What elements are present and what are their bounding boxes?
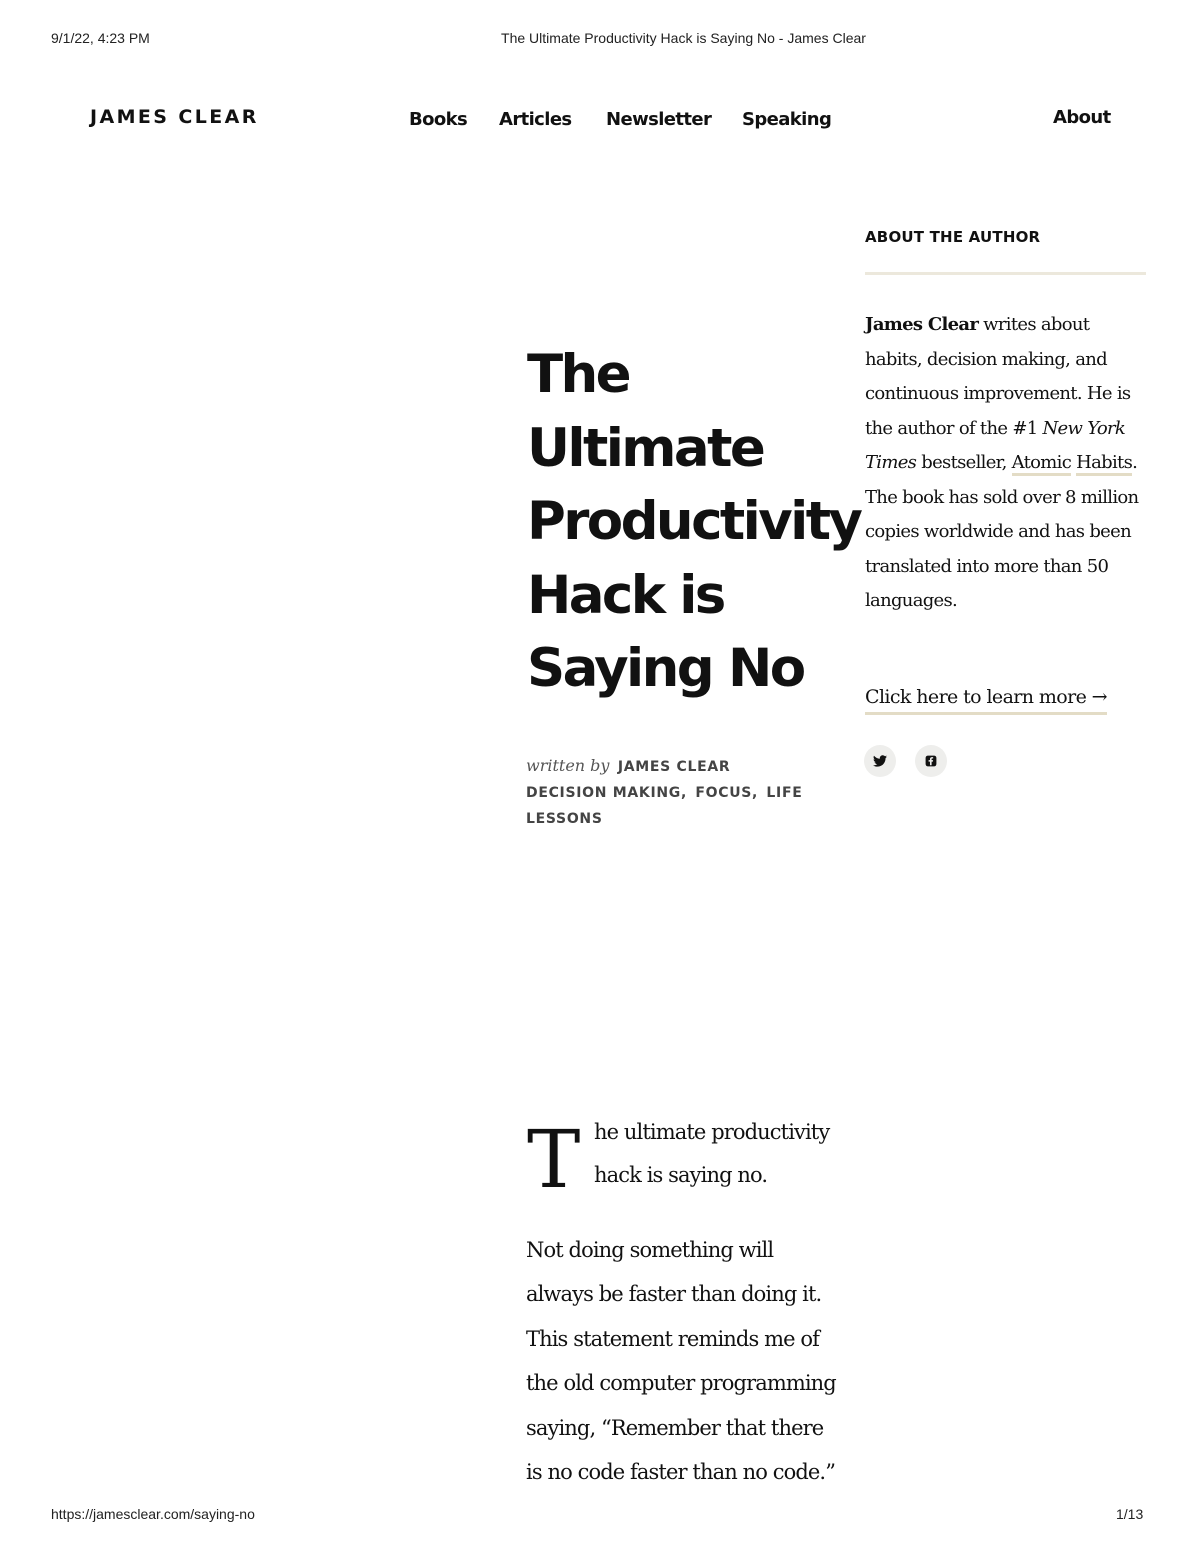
title-line: Ultimate <box>527 417 764 479</box>
category-focus[interactable]: FOCUS, <box>695 785 759 801</box>
twitter-share-button[interactable] <box>864 745 896 777</box>
article-lead <box>594 1111 829 1197</box>
title-line: The <box>527 344 630 405</box>
bio-text: writes about habits, decision making, and continuous improvement. He is the author of the #1 <box>865 314 1131 439</box>
bio-newspaper: New York Times <box>865 417 1126 473</box>
atomic-habits-link[interactable]: Atomic <box>1012 452 1071 476</box>
nav-books[interactable]: Books <box>409 109 468 130</box>
title-line: Productivity <box>527 491 861 552</box>
about-author-heading: ABOUT THE AUTHOR <box>865 228 1041 246</box>
facebook-icon <box>925 755 937 767</box>
article-paragraph <box>526 1228 836 1494</box>
print-page-number: 1/13 <box>1116 1506 1144 1522</box>
article-meta <box>526 753 826 832</box>
paragraph-line: always be faster than doing it. <box>526 1282 822 1307</box>
print-url: https://jamesclear.com/saying-no <box>51 1506 255 1522</box>
category-decision-making[interactable]: DECISION MAKING, <box>526 785 688 801</box>
twitter-icon <box>873 755 887 767</box>
title-line: Hack is <box>527 564 724 626</box>
nav-articles[interactable]: Articles <box>499 109 572 130</box>
atomic-habits-link[interactable]: Habits <box>1076 452 1132 476</box>
bio-text: bestseller, <box>916 452 1012 473</box>
bio-text: . The book has sold over 8 million copies worldwide and has been translated into more than 50 languages. <box>865 452 1139 611</box>
paragraph-line: This statement reminds me of <box>526 1326 820 1351</box>
category-life-lessons[interactable]: LESSONS <box>526 811 603 827</box>
author-bio <box>865 308 1141 619</box>
learn-more-link[interactable]: Click here to learn more → <box>865 686 1107 715</box>
author-name: James Clear <box>865 314 979 335</box>
article-title <box>527 338 867 706</box>
facebook-share-button[interactable] <box>915 745 947 777</box>
nav-speaking[interactable]: Speaking <box>742 109 832 130</box>
lead-line: hack is saying no. <box>594 1163 768 1187</box>
print-document-title: The Ultimate Productivity Hack is Saying No - James Clear <box>501 30 866 46</box>
written-by-label: written by <box>526 756 610 775</box>
paragraph-line: the old computer programming <box>526 1371 836 1396</box>
paragraph-line: Not doing something will <box>526 1238 774 1262</box>
category-life-lessons[interactable]: LIFE <box>766 785 803 801</box>
title-line: Saying No <box>527 638 804 699</box>
lead-line: he ultimate productivity <box>594 1120 830 1144</box>
drop-cap: T <box>527 1113 581 1206</box>
byline <box>526 753 826 780</box>
paragraph-line: is no code faster than no code.” <box>526 1460 836 1485</box>
author-link[interactable]: JAMES CLEAR <box>617 759 731 775</box>
site-logo[interactable]: JAMES CLEAR <box>90 106 259 128</box>
nav-newsletter[interactable]: Newsletter <box>606 109 712 130</box>
article-categories <box>526 780 826 806</box>
paragraph-line: saying, “Remember that there <box>526 1415 824 1440</box>
about-author-divider <box>865 272 1146 275</box>
nav-about[interactable]: About <box>1053 107 1111 128</box>
print-datetime: 9/1/22, 4:23 PM <box>51 30 150 46</box>
